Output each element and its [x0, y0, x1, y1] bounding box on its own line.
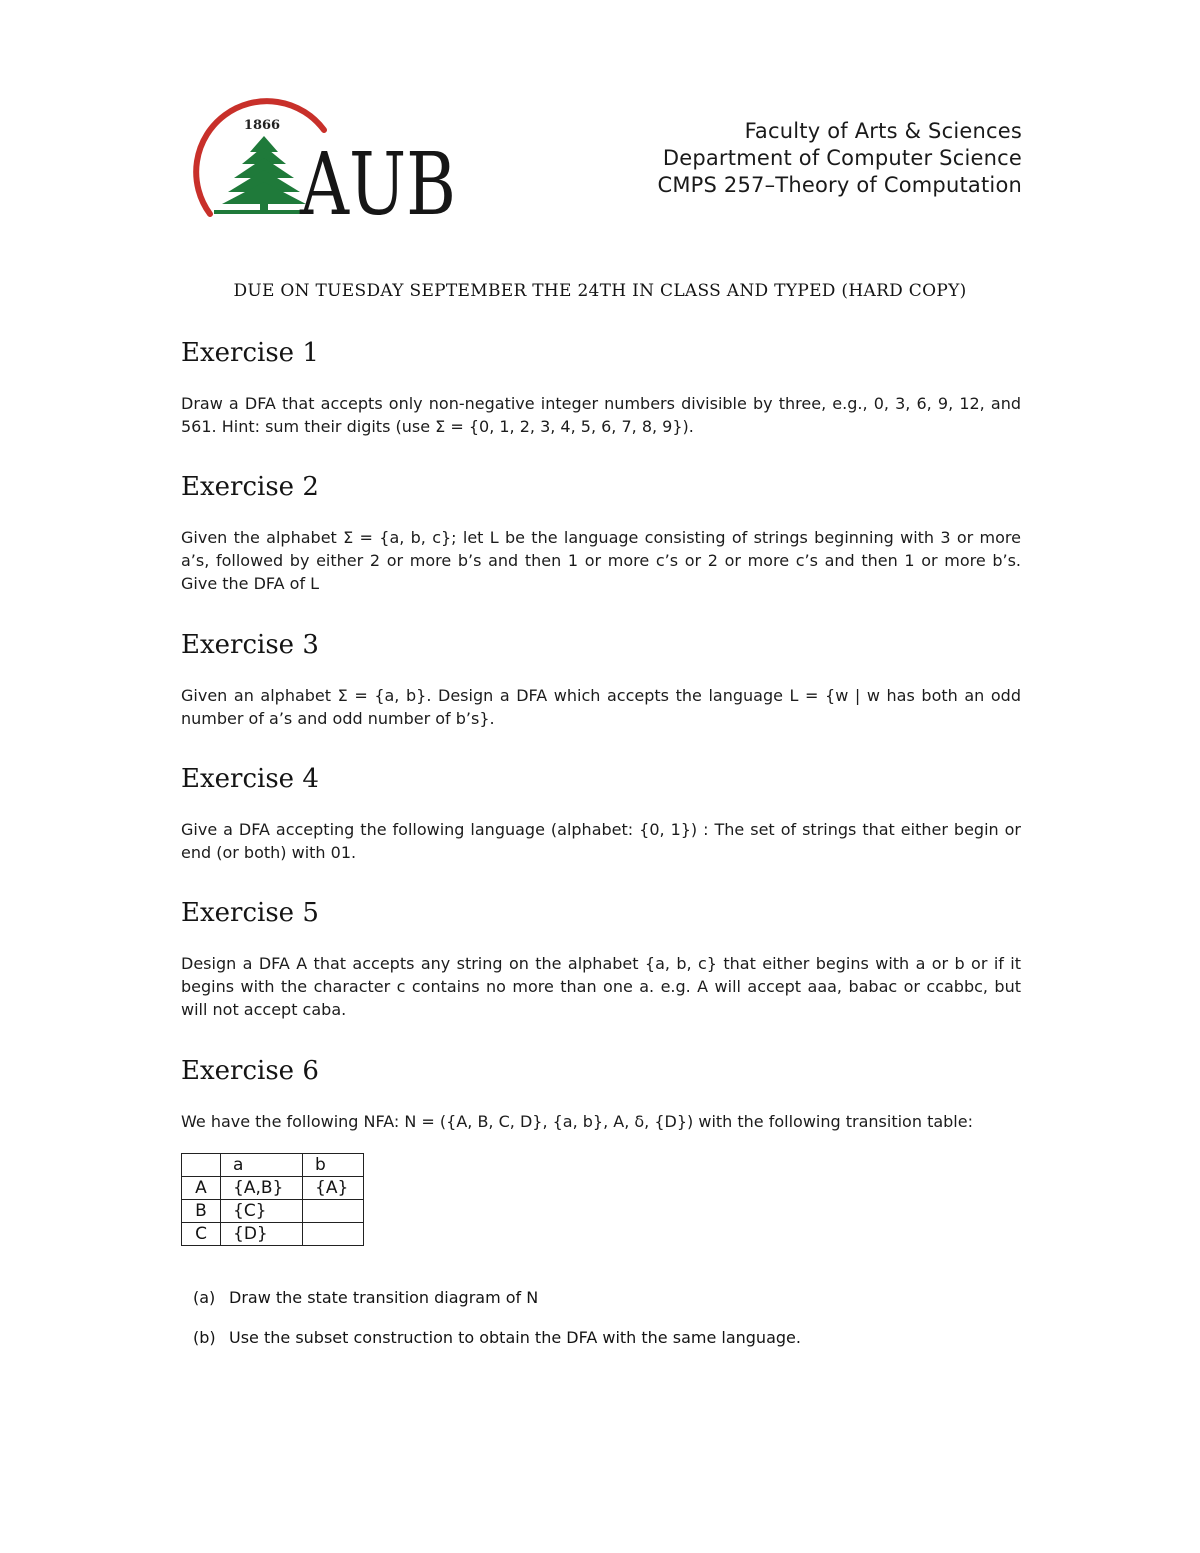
exercise-6	[181, 1054, 1021, 1368]
cedar-tree-icon	[214, 136, 312, 214]
exercise-1	[181, 336, 1021, 438]
list-item	[193, 1288, 1021, 1328]
due-notice: DUE ON TUESDAY SEPTEMBER THE 24TH IN CLASS AND TYPED (HARD COPY)	[233, 281, 967, 301]
faculty-name: Faculty of Arts & Sciences	[744, 119, 1022, 143]
exercise-2	[181, 470, 1021, 595]
table-cell: {A}	[303, 1177, 364, 1200]
logo-year: 1866	[243, 118, 281, 133]
table-cell	[303, 1200, 364, 1223]
table-row	[182, 1200, 364, 1223]
table-cell: B	[182, 1200, 221, 1223]
part-text: Use the subset construction to obtain the DFA with the same language.	[229, 1328, 801, 1347]
list-item	[193, 1328, 1021, 1368]
exercise-text: Give a DFA accepting the following language (alphabet: {0, 1}) : The set of strings that either begin or end (or both) with 01.	[181, 820, 1021, 862]
table-row	[182, 1223, 364, 1246]
part-label: (b)	[193, 1328, 216, 1347]
part-text: Draw the state transition diagram of N	[229, 1288, 539, 1307]
table-row	[182, 1177, 364, 1200]
table-cell	[182, 1154, 221, 1177]
department-name: Department of Computer Science	[662, 146, 1022, 170]
exercise-text: We have the following NFA: N = ({A, B, C, D}, {a, b}, A, δ, {D}) with the following transition table:	[181, 1112, 973, 1131]
exercise-title: Exercise 4	[181, 764, 319, 794]
table-cell: {D}	[221, 1223, 303, 1246]
table-cell	[303, 1223, 364, 1246]
table-header-row	[182, 1154, 364, 1177]
table-cell: b	[303, 1154, 364, 1177]
exercise-text: Given an alphabet Σ = {a, b}. Design a DFA which accepts the language L = {w | w has both an odd number of a’s and odd number of b’s}.	[181, 686, 1021, 728]
logo-text: AUB	[299, 135, 456, 235]
course-name: CMPS 257–Theory of Computation	[657, 173, 1022, 197]
exercise-text: Draw a DFA that accepts only non-negative integer numbers divisible by three, e.g., 0, 3, 6, 9, 12, and 561. Hint: sum their digits (use Σ = {0, 1, 2, 3, 4, 5, 6, 7, 8, 9}).	[181, 394, 1021, 436]
table-cell: C	[182, 1223, 221, 1246]
exercise-parts	[181, 1288, 1021, 1368]
header-block	[657, 118, 1022, 199]
exercise-text: Given the alphabet Σ = {a, b, c}; let L be the language consisting of strings beginning with 3 or more a’s, followed by either 2 or more b’s and then 1 or more c’s or 2 or more c’s and then 1 or more b’s. Give the DFA of L	[181, 528, 1021, 593]
exercise-title: Exercise 3	[181, 630, 319, 660]
exercise-title: Exercise 6	[181, 1056, 319, 1086]
table-cell: A	[182, 1177, 221, 1200]
exercise-5	[181, 896, 1021, 1021]
exercise-3	[181, 628, 1021, 730]
aub-logo	[188, 96, 460, 235]
exercise-title: Exercise 2	[181, 472, 319, 502]
exercise-title: Exercise 5	[181, 898, 319, 928]
part-label: (a)	[193, 1288, 216, 1307]
exercise-text: Design a DFA A that accepts any string on the alphabet {a, b, c} that either begins with a or b or if it begins with the character c contains no more than one a. e.g. A will accept aaa, babac or ccabbc, but will not accept caba.	[181, 954, 1021, 1019]
table-cell: {A,B}	[221, 1177, 303, 1200]
table-cell: a	[221, 1154, 303, 1177]
exercise-4	[181, 762, 1021, 864]
transition-table	[181, 1153, 364, 1246]
exercise-title: Exercise 1	[181, 338, 319, 368]
table-cell: {C}	[221, 1200, 303, 1223]
